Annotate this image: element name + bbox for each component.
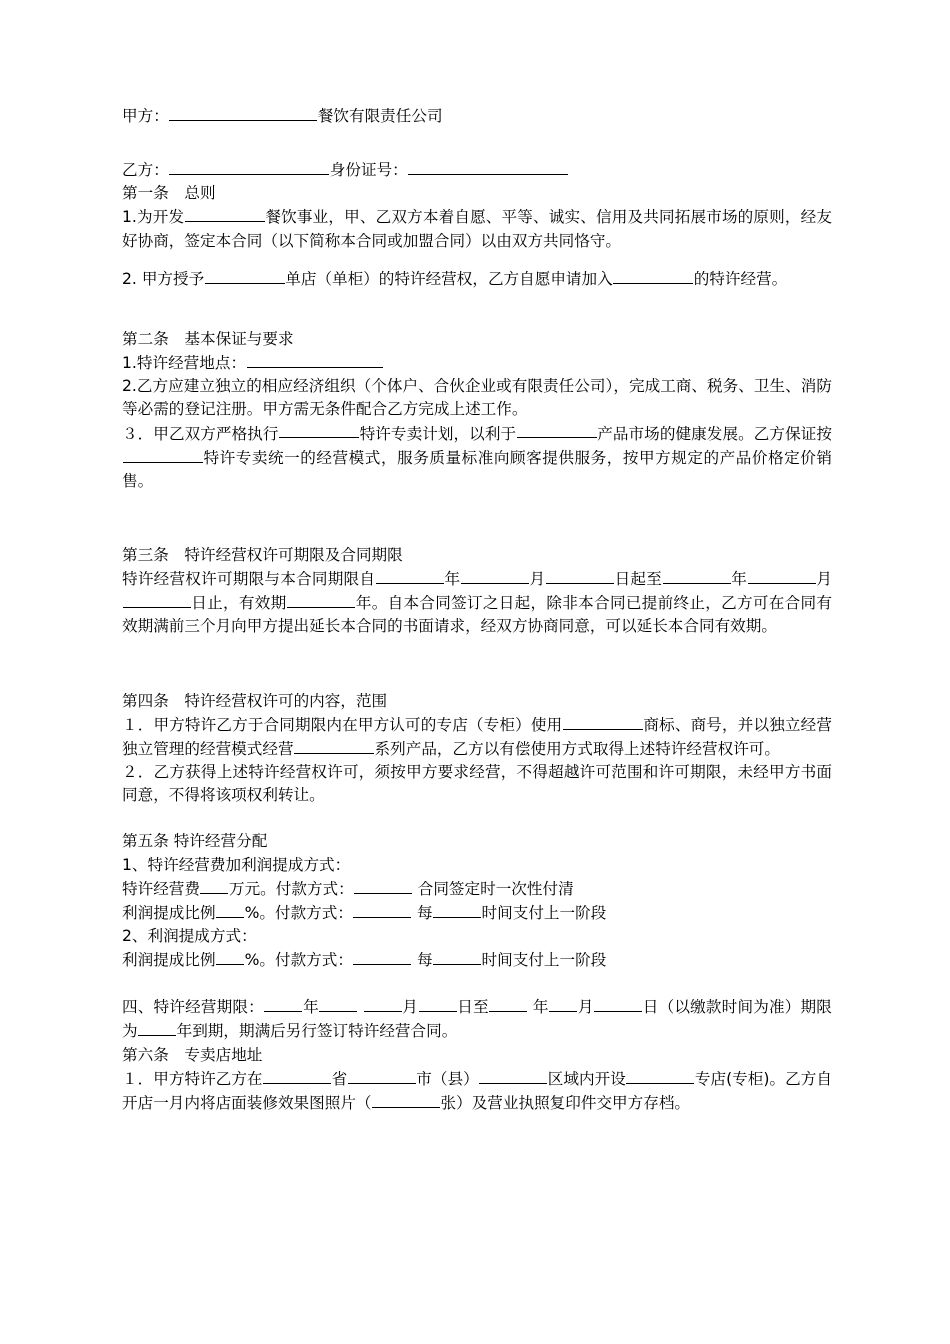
day-blank[interactable] [594, 995, 642, 1012]
party-a-label: 甲方： [122, 106, 169, 125]
item-text: 单店（单柜）的特许经营权，乙方自愿申请加入 [285, 269, 613, 288]
unit-year: 年 [302, 998, 319, 1017]
period-blank[interactable] [433, 948, 481, 965]
item-text: 商标、商号，并以独立经营独立管理的经营模式经营 [122, 715, 832, 758]
section-title: 特许经营权许可期限及合同期限 [184, 545, 403, 564]
article-5-item-5 [122, 948, 832, 972]
item-text: 2.乙方应建立独立的相应经济组织（个体户、合伙企业或有限责任公司），完成工商、税务、卫生、消防等必需的登记注册。甲方需无条件配合乙方完成上述工作。 [122, 377, 832, 419]
section-number: 第六条 [122, 1045, 169, 1064]
section-number: 第三条 [122, 545, 169, 564]
item-text: 每 [416, 951, 433, 970]
article-6-item-1 [122, 1067, 832, 1115]
day-blank[interactable] [546, 567, 614, 584]
item-text: 每 [416, 903, 433, 922]
item-text: 日（以缴款时间为准）期限为 [122, 998, 832, 1041]
unit-year: 年 [731, 570, 748, 589]
item-text: 产品市场的健康发展。乙方保证按 [597, 424, 832, 443]
spacer [122, 128, 832, 158]
spacer [122, 253, 832, 267]
article-1-item-1 [122, 205, 832, 252]
section-heading-article-6 [122, 1044, 832, 1067]
item-text: 年。自本合同签订之日起，除非本合同已提前终止，乙方可在合同有效期满前三个月向甲方提出延长本合同的书面请求，经双方协商同意，可以延长本合同有效期。 [122, 594, 832, 636]
item-text: 1.特许经营地点： [122, 353, 247, 372]
year-blank[interactable] [663, 567, 731, 584]
section-heading-article-1 [122, 182, 832, 205]
month-blank[interactable] [748, 567, 816, 584]
party-b-line [122, 158, 832, 182]
fee-amount-blank[interactable] [200, 877, 228, 894]
item-text: １．甲方特许乙方在 [122, 1069, 263, 1088]
district-blank[interactable] [479, 1067, 547, 1084]
section-title: 特许经营权许可的内容，范围 [184, 691, 388, 710]
spacer [122, 972, 832, 995]
unit-month: 月 [816, 570, 832, 589]
payment-method-blank[interactable] [353, 948, 411, 965]
inline-blank[interactable] [517, 422, 597, 439]
item-text: 日至 [457, 998, 489, 1017]
inline-blank[interactable] [205, 267, 285, 284]
item-text: 时间支付上一阶段 [481, 951, 607, 970]
party-a-line [122, 104, 832, 128]
section-number: 第四条 [122, 691, 169, 710]
inline-blank[interactable] [185, 205, 265, 222]
section-number: 第五条 特许经营分配 [122, 832, 268, 851]
item-text: 2、利润提成方式： [122, 927, 257, 946]
item-prefix: ３．甲乙双方严格执行 [122, 424, 279, 443]
party-a-blank[interactable] [169, 104, 317, 121]
id-number-label: 身份证号： [329, 161, 408, 180]
spacer [122, 291, 832, 328]
item-text: 特许经营权许可期限与本合同期限自 [122, 570, 376, 589]
article-2-item-2 [122, 375, 832, 421]
inline-blank[interactable] [123, 446, 203, 463]
month-blank[interactable] [549, 995, 577, 1012]
article-5-item-3 [122, 901, 832, 925]
article-5-item-4 [122, 925, 832, 948]
duration-blank[interactable] [138, 1019, 176, 1036]
item-text: 特许经营费 [122, 879, 200, 898]
period-blank[interactable] [433, 901, 481, 918]
item-text: 日起至 [614, 570, 663, 589]
profit-rate-blank[interactable] [216, 901, 244, 918]
party-a-suffix: 餐饮有限责任公司 [317, 106, 443, 125]
article-1-item-2 [122, 267, 832, 291]
year-blank[interactable] [489, 995, 527, 1012]
inline-blank[interactable] [563, 713, 643, 730]
store-name-blank[interactable] [626, 1067, 694, 1084]
unit-month: 月 [529, 570, 546, 589]
article-2-item-1 [122, 351, 832, 375]
contract-body [122, 104, 832, 1115]
month-blank[interactable] [319, 995, 357, 1012]
article-4-item-2 [122, 761, 832, 807]
item-text: 合同签定时一次性付清 [417, 879, 574, 898]
item-suffix: 的特许经营。 [693, 269, 788, 288]
item-text: 利润提成比例 [122, 903, 216, 922]
party-b-label: 乙方： [122, 161, 169, 180]
unit-month: 月 [577, 998, 594, 1017]
spacer [122, 530, 832, 544]
unit-year: 年 [444, 570, 461, 589]
day-blank[interactable] [419, 995, 457, 1012]
unit-province: 省 [331, 1069, 348, 1088]
unit-month: 月 [402, 998, 419, 1017]
year-blank[interactable] [264, 995, 302, 1012]
unit-city: 市（县） [416, 1069, 479, 1088]
section-title: 总则 [184, 184, 216, 203]
photo-count-blank[interactable] [372, 1091, 440, 1108]
article-5-item-1 [122, 854, 832, 877]
article-2-item-3 [122, 422, 832, 493]
item-text: %。付款方式： [244, 951, 353, 970]
province-blank[interactable] [263, 1067, 331, 1084]
item-text: %。付款方式： [244, 903, 353, 922]
spacer [122, 807, 832, 830]
section-heading-article-2 [122, 328, 832, 351]
item-text: 区域内开设 [547, 1069, 626, 1088]
item-prefix: 1.为开发 [122, 208, 185, 227]
article-3-item-1 [122, 567, 832, 638]
inline-blank[interactable] [294, 737, 374, 754]
inline-blank[interactable] [247, 351, 383, 368]
month-blank[interactable] [461, 567, 529, 584]
profit-rate-blank[interactable] [216, 948, 244, 965]
item-text: 万元。付款方式： [228, 879, 354, 898]
item-suffix: 系列产品，乙方以有偿使用方式取得上述特许经营权许可。 [374, 739, 780, 758]
item-prefix: １．甲方特许乙方于合同期限内在甲方认可的专店（专柜）使用 [122, 715, 563, 734]
item-text: 专店(专柜)。乙方自开店一月内将店面装修效果图照片（ [122, 1069, 832, 1112]
party-b-blank[interactable] [169, 158, 329, 175]
item-text: 日止，有效期 [191, 594, 287, 613]
item-text: 年到期，期满后另行签订特许经营合同。 [176, 1022, 458, 1041]
city-blank[interactable] [348, 1067, 416, 1084]
item-suffix: 特许专卖统一的经营模式，服务质量标准向顾客提供服务，按甲方规定的产品价格定价销售。 [122, 448, 832, 490]
section-number: 第二条 [122, 329, 169, 348]
section-number: 第一条 [122, 184, 169, 203]
inline-blank[interactable] [279, 422, 359, 439]
inline-blank[interactable] [613, 267, 693, 284]
item-prefix: 2. 甲方授予 [122, 269, 205, 288]
article-4-item-1 [122, 713, 832, 761]
id-number-blank[interactable] [408, 158, 568, 175]
section-heading-article-3 [122, 544, 832, 567]
item-text: 四、特许经营期限： [122, 998, 264, 1017]
item-text: 利润提成比例 [122, 951, 216, 970]
unit-year: 年 [532, 998, 549, 1017]
payment-method-blank[interactable] [353, 901, 411, 918]
spacer [122, 639, 832, 676]
duration-blank[interactable] [287, 591, 355, 608]
spacer [122, 676, 832, 690]
item-text: ２．乙方获得上述特许经营权许可，须按甲方要求经营，不得超越许可范围和许可期限，未经甲方书面同意，不得将该项权利转让。 [122, 763, 832, 805]
year-blank[interactable] [376, 567, 444, 584]
section-heading-article-5 [122, 830, 832, 853]
item-text: 餐饮事业，甲、乙双方本着自愿、平等、诚实、信用及共同拓展市场的原则，经友好协商，签定本合同（以下简称本合同或加盟合同）以由双方共同恪守。 [122, 208, 832, 250]
day-blank[interactable] [123, 591, 191, 608]
item-text: 时间支付上一阶段 [481, 903, 607, 922]
item-text: 1、特许经营费加利润提成方式： [122, 855, 351, 874]
day-blank[interactable] [364, 995, 402, 1012]
section-title: 专卖店地址 [184, 1045, 263, 1064]
item-text: 张）及营业执照复印件交甲方存档。 [440, 1093, 691, 1112]
item-text: 特许专卖计划，以利于 [359, 424, 517, 443]
term-clause-line [122, 995, 832, 1043]
section-heading-article-4 [122, 690, 832, 713]
section-title: 基本保证与要求 [184, 329, 294, 348]
payment-method-blank[interactable] [354, 877, 412, 894]
article-5-item-2 [122, 877, 832, 901]
spacer [122, 493, 832, 530]
